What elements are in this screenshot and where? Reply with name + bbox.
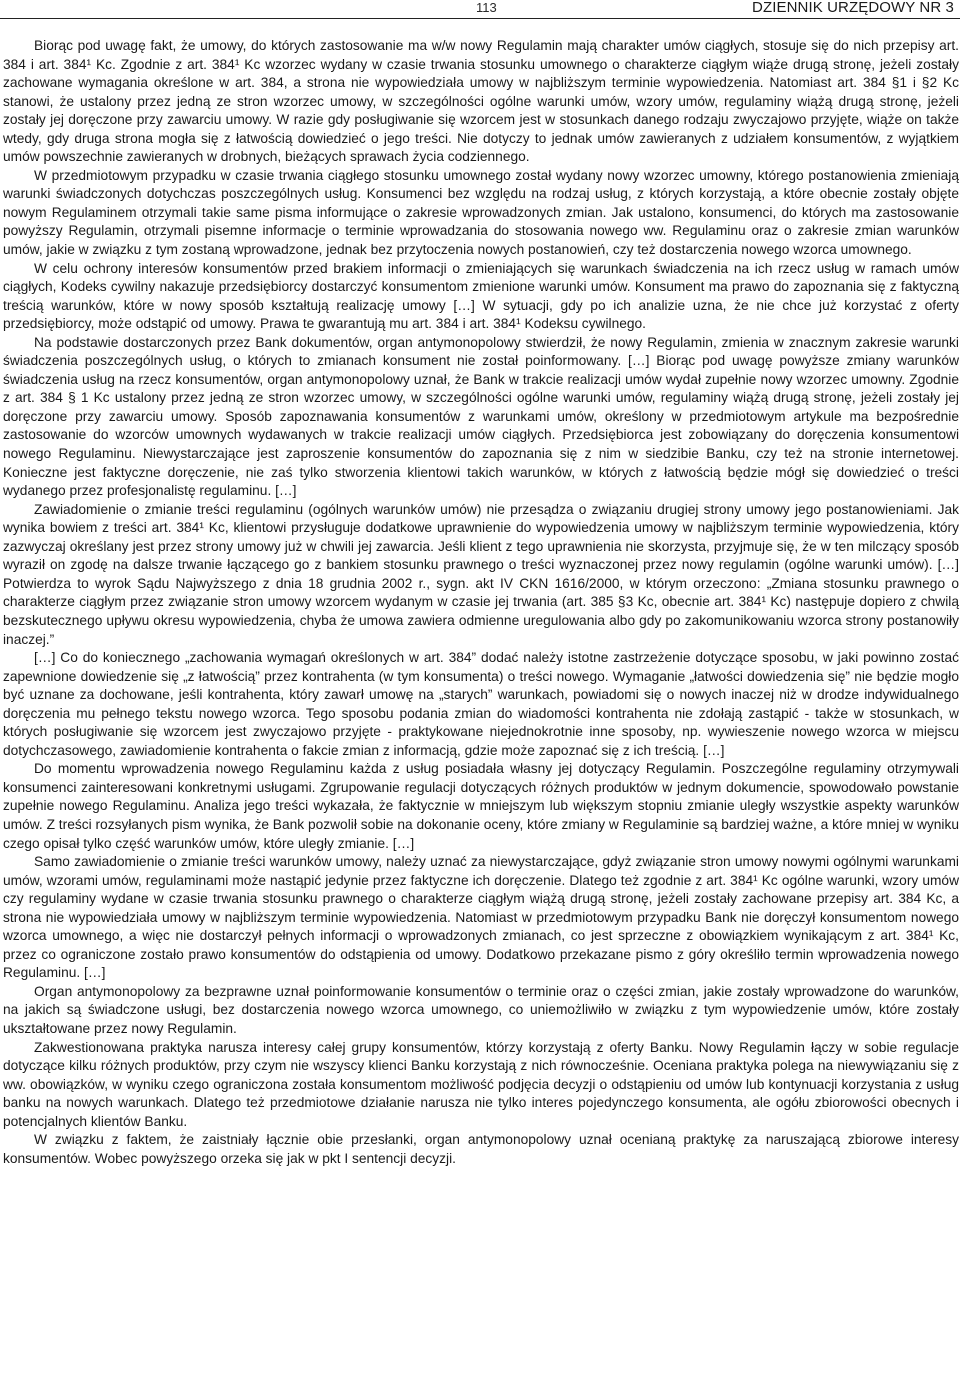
paragraph: Zawiadomienie o zmianie treści regulaminu (ogólnych warunków umów) nie przesądza o związaniu drugiej strony umowy jego postanowieniami. Jak wynika bowiem z treści art. 384¹ Kc, klientowi przysługuje dodatkowe uprawnienie do wypowiedzenia umowy w najbliższym terminie wypowiedzenia, który zazwyczaj określany jest przez strony umowy już w chwili jej zawarcia. Jeśli klient z tego uprawnienia nie skorzysta, przyjmuje się, że w ten milczący sposób wyraził on zgodę na dalsze trwanie łączącego go z bankiem stosunku prawnego o treści wyznaczonej przez nowy regulamin (ogólne warunki umów). […] Potwierdza to wyrok Sądu Najwyższego z dnia 18 grudnia 2002 r., sygn. akt IV CKN 1616/2000, w którym orzeczono: „Zmiana stosunku prawnego o charakterze ciągłym przez związanie stron umowy wzorcem wydanym w czasie jej trwania (art. 385 §3 Kc, obecnie art. 384¹ Kc) następuje dopiero z chwilą bezskutecznego upływu okresu wypowiedzenia, chyba że umowa zawiera odmienne uregulowania albo gdy po zakomunikowaniu wzorca strony postanowiły inaczej.”: [3, 501, 959, 647]
paragraph: Na podstawie dostarczonych przez Bank dokumentów, organ antymonopolowy stwierdził, że nowy Regulamin, zmienia w znacznym zakresie warunki świadczenia poszczególnych usług, o których to zmianach konsument nie został poinformowany. […] Biorąc pod uwagę powyższe zmiany warunków świadczenia usług na rzecz konsumentów, organ antymonopolowy uznał, że Bank w trakcie realizacji umów wydał zupełnie nowy wzorzec umowny. Zgodnie z art. 384 § 1 Kc ustalony przez jedną ze stron wzorzec umowy, w szczególności ogólne warunki umów, regulaminy wiążą drugą stronę, jeżeli zostały jej doręczone przy zawarciu umowy. Sposób zapoznawania konsumentów z warunkami umów, określony w przedmiotowym artykule ma bezpośrednie zastosowanie do wzorców umownych wydawanych w trakcie realizacji umów ciągłych. Przedsiębiorca jest zobowiązany do doręczenia konsumentowi nowego Regulaminu. Niewystarczające jest zaproszenie konsumentów do zapoznania się z nim w siedzibie Banku, czy też na stronie internetowej. Konieczne jest faktyczne doręczenie, nie zaś tylko stworzenia klientowi takich warunków, w których z łatwością będzie mógł się dowiedzieć o treści wydanego przez profesjonalistę regulaminu. […]: [3, 334, 959, 499]
paragraph: W związku z faktem, że zaistniały łącznie obie przesłanki, organ antymonopolowy uznał ocenianą praktykę za naruszającą zbiorowe interesy konsumentów. Wobec powyższego orzeka się jak w pkt I sentencji decyzji.: [3, 1132, 959, 1166]
paragraph: W celu ochrony interesów konsumentów przed brakiem informacji o zmieniających się warunkach świadczenia na ich rzecz usług w ramach umów ciągłych, Kodeks cywilny nakazuje przedsiębiorcy dostarczyć konsumentom zmienione warunki umów. Konsument ma prawo do zapoznania się z faktyczną treścią warunków, które w nowy sposób kształtują realizację umowy […] W sytuacji, gdy po ich analizie uzna, że nie chce już korzystać z oferty przedsiębiorcy, może odstąpić od umowy. Prawa te gwarantują mu art. 384 i art. 384¹ Kodeksu cywilnego.: [3, 260, 959, 332]
header-rule: [0, 18, 960, 19]
page-header: [0, 0, 960, 19]
paragraph: Zakwestionowana praktyka narusza interesy całej grupy konsumentów, którzy korzystają z oferty Banku. Nowy Regulamin łączy w sobie regulacje dotyczące kilku różnych produktów, przy czym nie wszyscy klienci Banku korzystają z nich równocześnie. Oceniana praktyka polega na niewywiązaniu się z ww. obowiązków, w wyniku czego ograniczona została konsumentom możliwość podjęcia decyzji o odstąpieniu od umów lub kontynuacji korzystania z usług banku na nowych warunkach. Dlatego też przedmiotowe działanie narusza nie tylko interes pojedynczego konsumenta, ale ogółu zbiorowości obecnych i potencjalnych klientów Banku.: [3, 1039, 959, 1129]
paragraph: W przedmiotowym przypadku w czasie trwania ciągłego stosunku umownego został wydany nowy wzorzec umowny, którego postanowienia zmieniają warunki świadczonych dotychczas poszczególnych usług. Konsumenci bez względu na rodzaj usług, z których korzystają, a które obecnie zostały objęte nowym Regulaminem otrzymali takie same pisma informujące o zakresie wprowadzonych zmian. Jak ustalono, konsumenci, do których ma zastosowanie powyższy Regulamin, otrzymali pisemne informacje o terminie wprowadzania do stosowania nowego ww. Regulaminu oraz o zakresie zmian warunków umów, jakie w związku z tym zostaną wprowadzone, jednak bez przytoczenia nowych postanowień, czy też dostarczenia nowego wzorca umownego.: [3, 167, 959, 258]
paragraph: Biorąc pod uwagę fakt, że umowy, do których zastosowanie ma w/w nowy Regulamin mają charakter umów ciągłych, stosuje się do nich przepisy art. 384 i art. 384¹ Kc. Zgodnie z art. 384¹ Kc wzorzec wydany w czasie trwania stosunku umownego o charakterze ciągłym wiąże drugą stronę, jeżeli zostały zachowane wymagania określone w art. 384, a strona nie wypowiedziała umowy w najbliższym terminie wypowiedzenia. Natomiast art. 384 §1 i §2 Kc stanowi, że ustalony przez jedną ze stron wzorzec umowy, w szczególności ogólne warunki umów, wzory umów, regulaminy wiążą drugą stronę, jeżeli zostały jej doręczone przy zawarciu umowy. W razie gdy posługiwanie się wzorcem jest w stosunkach danego rodzaju zwyczajowo przyjęte, wiąże on także wtedy, gdy druga strona mogła się z łatwością dowiedzieć o jego treści. Nie dotyczy to jednak umów zawieranych z udziałem konsumentów, z wyjątkiem umów powszechnie zawieranych w drobnych, bieżących sprawach życia codziennego.: [3, 38, 959, 165]
paragraph: […] Co do koniecznego „zachowania wymagań określonych w art. 384” dodać należy istotne zastrzeżenie dotyczące sposobu, w jaki powinno zostać zapewnione dowiedzenie się „z łatwością” przez kontrahenta (w tym konsumenta) o treści nowego. Wymaganie „łatwości dowiedzenia się” nie będzie mogło być uznane za dochowane, jeśli kontrahenta, który zawarł umowę na „starych” warunkach, powiadomi się o nowych inaczej niż w drodze indywidualnego doręczenia mu pełnego tekstu nowego wzorca. Tego sposobu podania zmian do wiadomości kontrahenta nie zdołają zastąpić - także w stosunkach, w których posługiwanie się wzorcem jest zwyczajowo przyjęte - praktykowane niejednokrotnie inne sposoby, np. wywieszenie nowego wzorca w miejscu dotychczasowego, zawiadomienie kontrahenta o fakcie zmian z informacją, gdzie może zapoznać się z ich treścią. […]: [3, 650, 959, 758]
paragraph: Samo zawiadomienie o zmianie treści warunków umowy, należy uznać za niewystarczające, gdyż związanie stron umowy nowymi ogólnymi warunkami umów, wzorami umów, regulaminami może nastąpić jedynie przez faktyczne ich doręczenie. Dlatego też zgodnie z art. 384¹ Kc ogólne warunki, wzory umów czy regulaminy wydane w czasie trwania stosunku prawnego o charakterze ciągłym wiążą drugą stronę, jeżeli zostały zachowane przepisy art. 384 Kc, a strona nie wypowiedziała umowy w najbliższym terminie wypowiedzenia. Natomiast w przedmiotowym przypadku Bank nie doręczył konsumentom nowego wzorca umownego, a więc nie dostarczył pełnych informacji o wprowadzonych zmianach, co jest sprzeczne z obowiązkiem wynikającym z art. 384¹ Kc, przez co ograniczone zostało prawo konsumentów do odstąpienia od umowy. Dodatkowo przekazane pismo z góry określiło termin wprowadzenia nowego Regulaminu. […]: [3, 854, 959, 981]
document-body: [3, 37, 959, 1168]
journal-title: DZIENNIK URZĘDOWY NR 3: [752, 0, 954, 16]
paragraph: Do momentu wprowadzenia nowego Regulaminu każda z usług posiadała własny jej dotyczący Regulamin. Poszczególne regulaminy otrzymywali konsumenci zainteresowani konkretnymi usługami. Zgrupowanie regulacji dotyczących różnych produktów w jednym dokumencie, spowodowało powstanie zupełnie nowego Regulaminu. Analiza jego treści wykazała, że faktycznie w mniejszym lub większym stopniu zmianie uległy wszystkie aspekty warunków umów. Z treści rozsyłanych pism wynika, że Bank pozwolił sobie na dokonanie oceny, które zmiany w Regulaminie są bardziej ważne, a które mniej w wyniku czego opisał tylko część warunków umów, które uległy zmianie. […]: [3, 761, 959, 851]
page-number: 113: [476, 0, 497, 15]
paragraph: Organ antymonopolowy za bezprawne uznał poinformowanie konsumentów o terminie oraz o części zmian, jakie zostały wprowadzone do warunków, na jakich są świadczone usługi, bez dostarczenia nowego wzorca umownego, co uniemożliwiło w związku z tym wypowiedzenie umów, które zostały ukształtowane przez nowy Regulamin.: [3, 983, 959, 1036]
